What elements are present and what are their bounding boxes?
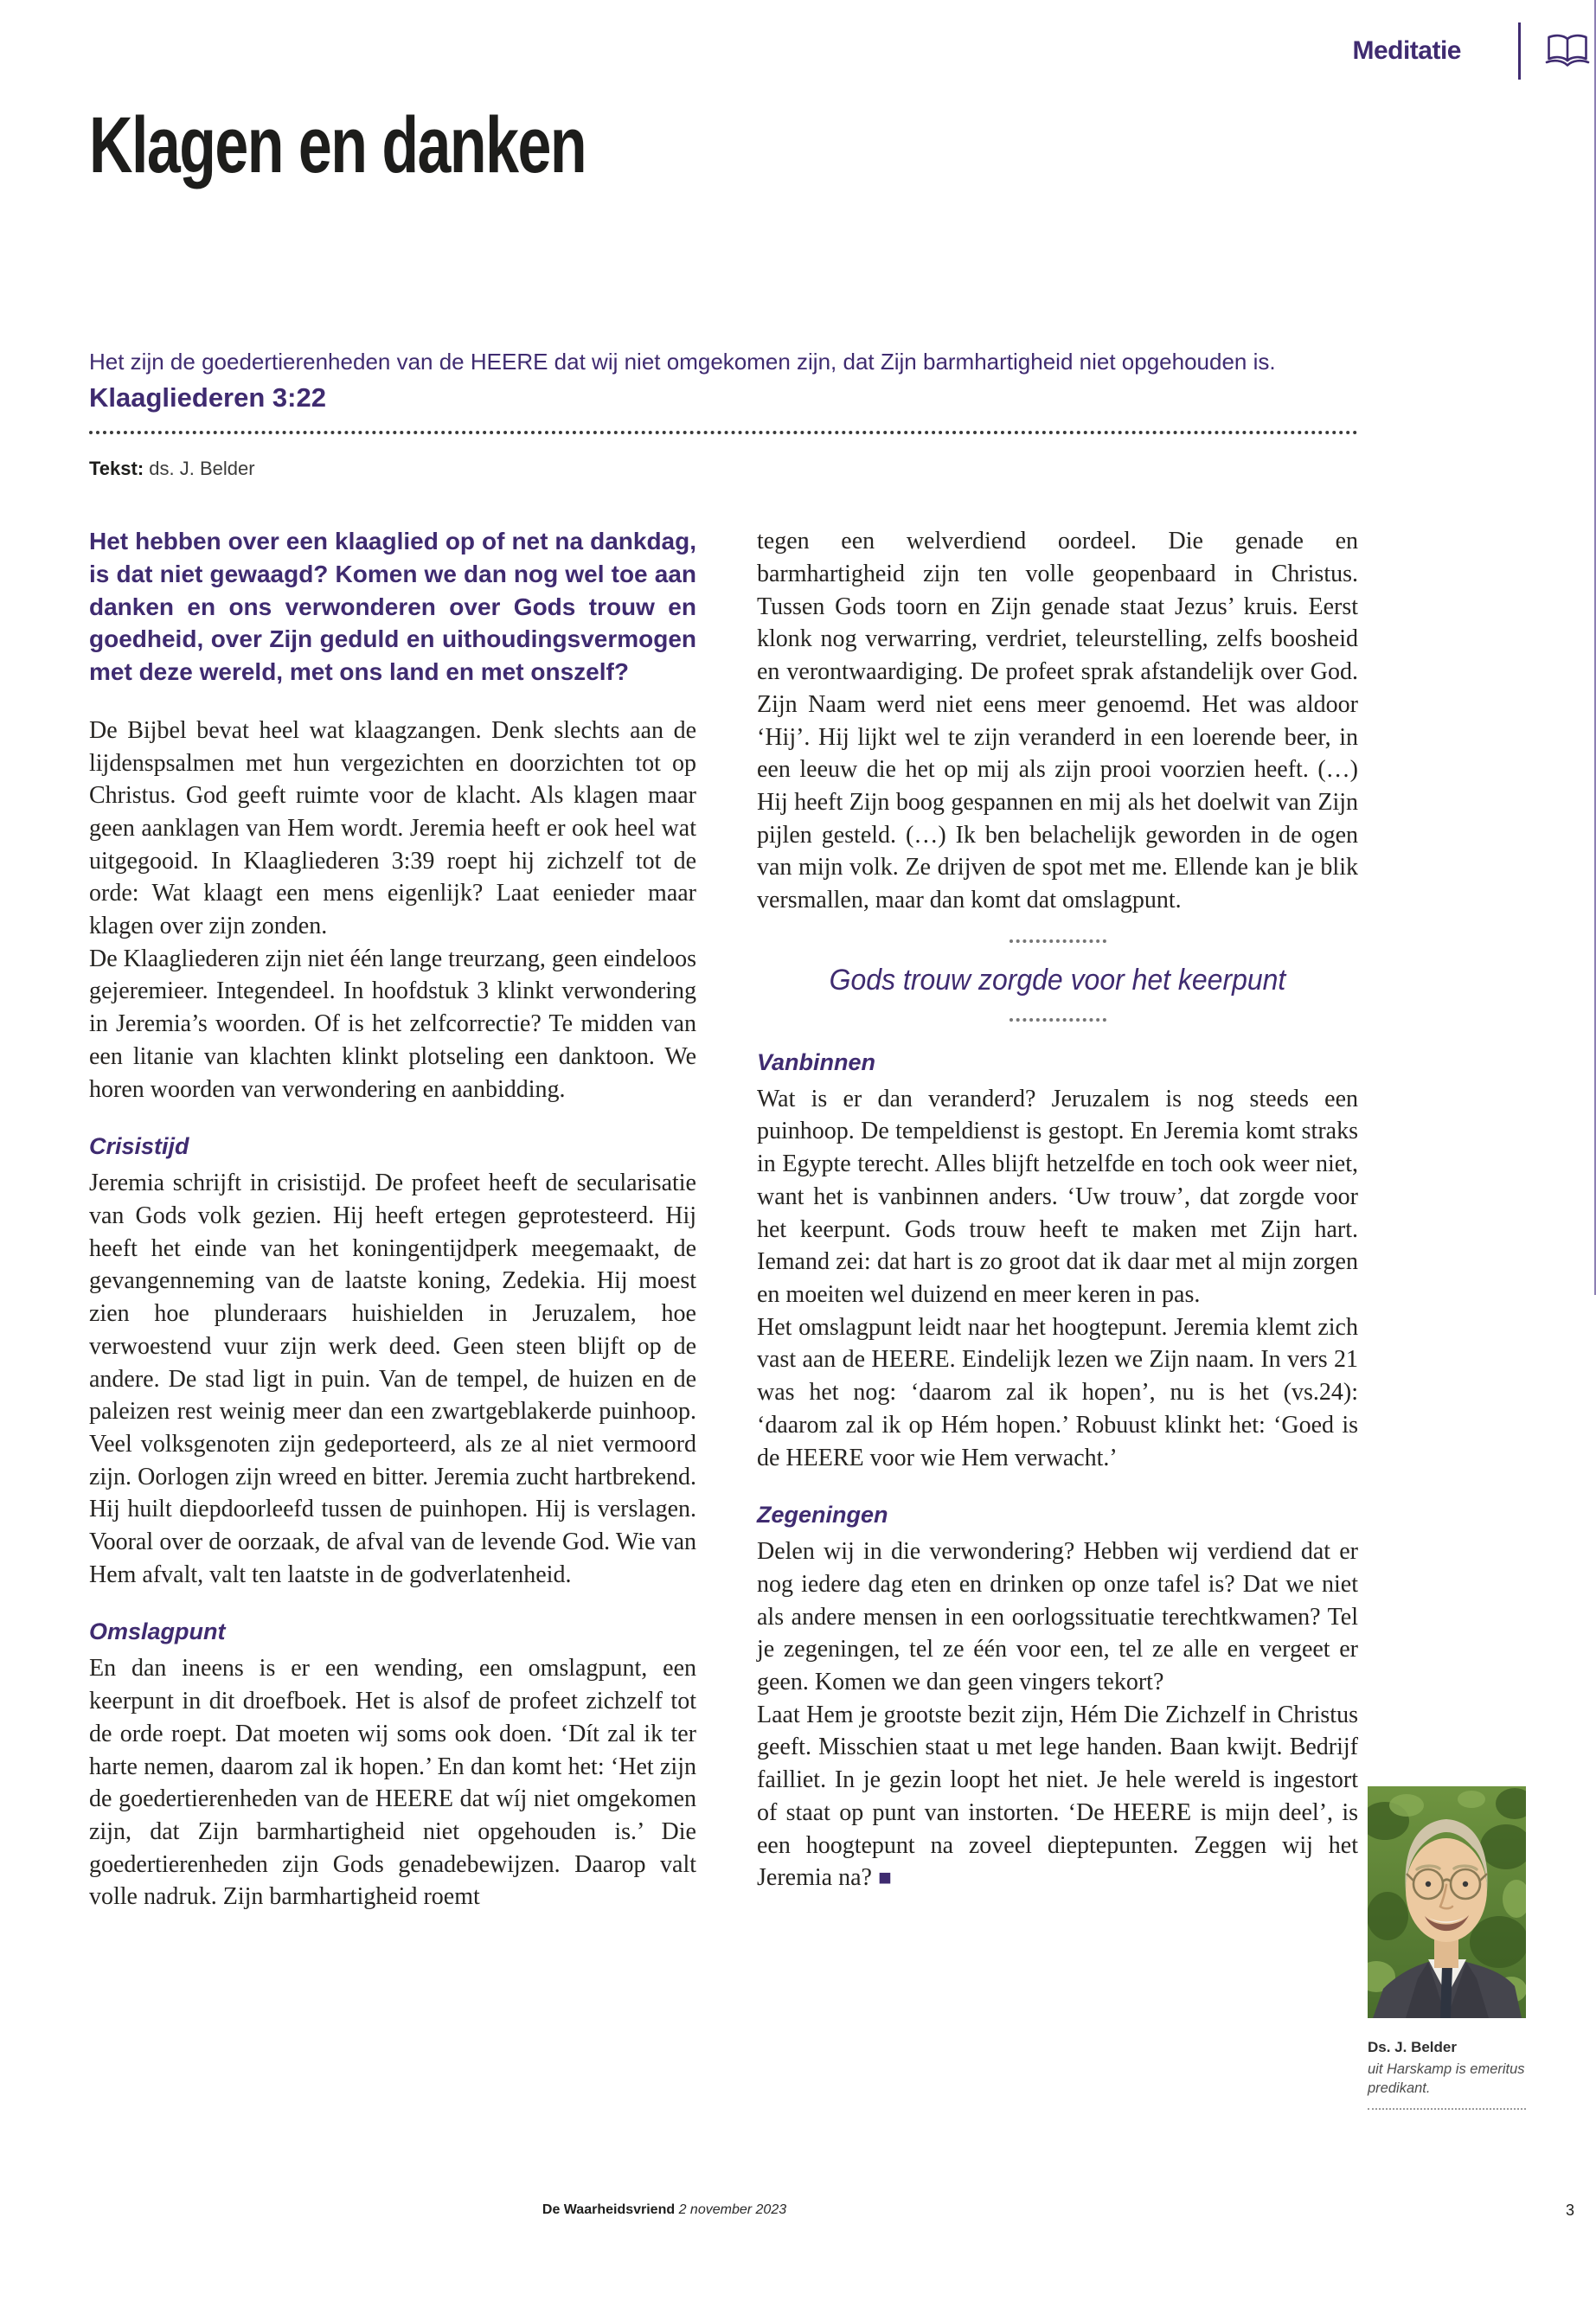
footer-magazine-title: De Waarheidsvriend bbox=[542, 2202, 676, 2217]
body-paragraph: tegen een welverdiend oordeel. Die genade en barmhartigheid zijn ten volle geopenbaard in Christus. Tussen Gods toorn en Zijn genade staat Jezus’ kruis. Eerst klonk nog verwarring, verdriet, teleurstelling, zelfs boosheid en verontwaardiging. De profeet sprak afstandelijk over God. Zijn Naam werd niet eens meer genoemd. Het was aldoor ‘Hij’. Hij lijkt wel te zijn veranderd in een loerende beer, in een leeuw die het op mij als zijn prooi voorzien heeft. (…) Hij heeft Zijn boog gespannen en mij als het doelwit van Zijn pijlen gesteld. (…) Ik ben belachelijk geworden in de ogen van mijn volk. Ze drijven de spot met me. Ellende kan je blik versmallen, maar dan komt dat omslagpunt. bbox=[757, 528, 1358, 914]
body-paragraph: Het omslagpunt leidt naar het hoogtepunt. Jeremia klemt zich vast aan de HEERE. Eindelijk lezen we Zijn naam. In vers 21 was het nog: ‘daarom zal ik hopen’, nu is het (vs.24): ‘daarom zal ik op Hém hopen.’ Robuust klinkt het: ‘Goed is de HEERE voor wie Hem verwacht.’ bbox=[757, 1313, 1358, 1471]
dotted-rule bbox=[89, 431, 1358, 434]
byline-author-name: ds. J. Belder bbox=[149, 458, 255, 480]
author-photo bbox=[1368, 1786, 1526, 2018]
end-of-article-marker: ■ bbox=[871, 1864, 892, 1891]
pull-quote-text: Gods trouw zorgde voor het keerpunt bbox=[829, 963, 1286, 997]
section-heading: Omslagpunt bbox=[89, 1618, 226, 1645]
body-paragraph: Delen wij in die verwondering? Hebben wij verdiend dat er nog iedere dag eten en drinken op onze tafel is? Dat we niet als andere mensen in een oorlogssituatie terechtkwamen? Tel je zegeningen, tel ze één voor een, tel ze alle en vergeet er geen. Komen we dan geen vingers tekort? bbox=[757, 1538, 1358, 1696]
column-left bbox=[89, 525, 696, 1913]
column-right bbox=[757, 525, 1358, 1894]
scripture-verse: Het zijn de goedertierenheden van de HEERE dat wij niet omgekomen zijn, dat Zijn barmhartigheid niet opgehouden is. bbox=[89, 348, 1276, 375]
text-columns bbox=[89, 525, 1358, 1913]
body-paragraph: De Bijbel bevat heel wat klaagzangen. Denk slechts aan de lijdenspsalmen met hun vergezichten en doorzichten tot op Christus. God geeft ruimte voor de klacht. Als klagen maar geen aanklagen van Hem wordt. Jeremia heeft er ook heel wat uitgegooid. In Klaagliederen 3:39 roept hij zichzelf tot de orde: Wat klaagt een mens eigenlijk? Laat eenieder maar klagen over zijn zonden. bbox=[89, 716, 696, 940]
page-number: 3 bbox=[1565, 2202, 1574, 2219]
body-paragraph: Wat is er dan veranderd? Jeruzalem is nog steeds een puinhoop. De tempeldienst is gestopt. En Jeremia komt straks in Egypte terecht. Alles blijft hetzelfde en toch ook weer niet, want het is vanbinnen anders. ‘Uw trouw’, dat zorgde voor het keerpunt. Gods trouw heeft te maken met Zijn hart. Iemand zei: dat hart is zo groot dat ik daar met al mijn zorgen en moeiten wel duizend en meer keren in pas. bbox=[757, 1085, 1358, 1308]
header-divider bbox=[1518, 22, 1521, 80]
section-label: Meditatie bbox=[1352, 36, 1461, 65]
byline bbox=[89, 458, 1358, 480]
section-heading: Crisistijd bbox=[89, 1133, 189, 1160]
footer bbox=[89, 2202, 1240, 2218]
footer-date: 2 november 2023 bbox=[678, 2202, 787, 2217]
author-name: Ds. J. Belder bbox=[1368, 2039, 1457, 2055]
dotted-separator bbox=[1010, 939, 1106, 943]
page-header bbox=[1352, 22, 1590, 80]
byline-label: Tekst: bbox=[89, 458, 144, 480]
article-title: Klagen en danken bbox=[89, 101, 586, 189]
body-paragraph: Laat Hem je grootste bezit zijn, Hém Die Zichzelf in Christus geeft. Misschien staat u met lege handen. Baan kwijt. Bedrijf failliet. In je gezin loopt het niet. Je hele wereld is ingestort of staat op punt van instorten. ‘De HEERE is mijn deel’, is een hoogtepunt na zoveel dieptepunten. Zeggen wij het Jeremia na? ■ bbox=[757, 1701, 1358, 1892]
body-paragraph: Jeremia schrijft in crisistijd. De profeet heeft de secularisatie van Gods volk gezien. Hij heeft ertegen geprotesteerd. Hij heeft het einde van het koningentijdperk meegemaakt, de gevangenneming van de laatste koning, Zedekia. Hij moest zien hoe plunderaars huishielden in Jeruzalem, hoe verwoestend vuur zijn werk deed. Geen steen blijft op de andere. De stad ligt in puin. Van de tempel, de huizen en de paleizen rest weinig meer dan een zwartgeblakerde puinhoop. Veel volksgenoten zijn gedeporteerd, als ze al niet vermoord zijn. Oorlogen zijn wreed en bitter. Jeremia zucht hartbrekend. Hij huilt diepdoorleefd tussen de puinhopen. Hij is verslagen. Vooral over de oorzaak, de afval van de levende God. Wie van Hem afvalt, valt ten laatste in de godverlatenheid. bbox=[89, 1170, 696, 1588]
scripture-reference: Klaagliederen 3:22 bbox=[89, 382, 326, 413]
author-box bbox=[1368, 1786, 1526, 2110]
section-heading: Zegeningen bbox=[757, 1502, 888, 1529]
open-book-icon bbox=[1545, 32, 1590, 70]
article bbox=[89, 0, 1358, 1913]
author-description: uit Harskamp is emeritus predikant. bbox=[1368, 2061, 1525, 2096]
author-dotted-rule bbox=[1368, 2108, 1526, 2110]
body-paragraph: En dan ineens is er een wending, een omslagpunt, een keerpunt in dit droefboek. Het is alsof de profeet zichzelf tot de orde roept. Dat moeten wij soms ook doen. ‘Dít zal ik ter harte nemen, daarom zal ik hopen.’ En dan komt het: ‘Het zijn de goedertierenheden van de HEERE dat wíj niet omgekomen zijn, dat Zijn barmhartigheid niet opgehouden is.’ Die goedertierenheden zijn Gods genadebewijzen. Daarop valt volle nadruk. Zijn barmhartigheid roemt bbox=[89, 1655, 696, 1911]
dotted-separator bbox=[1010, 1018, 1106, 1022]
lead-paragraph: Het hebben over een klaaglied op of net na dankdag, is dat niet gewaagd? Komen we dan nog wel toe aan danken en ons verwonderen over Gods trouw en goedheid, over Zijn geduld en uithoudingsvermogen met deze wereld, met ons land en met onszelf? bbox=[89, 528, 696, 686]
body-paragraph: De Klaagliederen zijn niet één lange treurzang, geen eindeloos gejeremieer. Integendeel. In hoofdstuk 3 klinkt verwondering in Jeremia’s woorden. Of is het zelfcorrectie? Te midden van een litanie van klachten klinkt plotseling een danktoon. We horen woorden van verwondering en aanbidding. bbox=[89, 945, 697, 1103]
section-heading: Vanbinnen bbox=[757, 1048, 876, 1075]
pull-quote bbox=[757, 939, 1358, 1022]
